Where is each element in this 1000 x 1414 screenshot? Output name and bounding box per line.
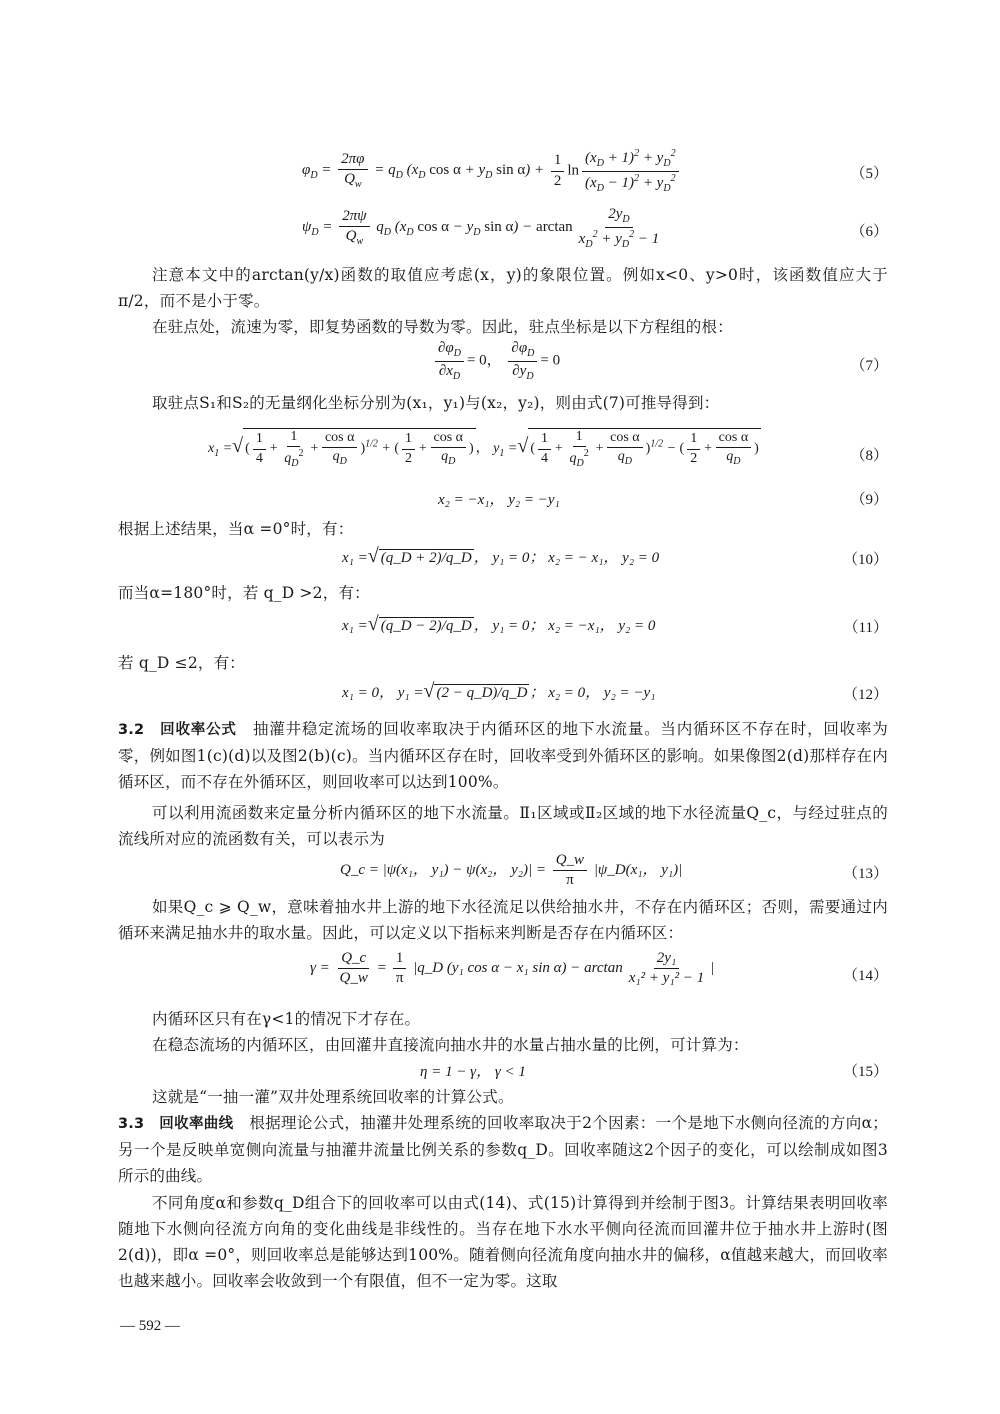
equation-7-number: （7） [850, 358, 888, 374]
paragraph-gamma-criterion: 如果Q_c ⩾ Q_w，意味着抽水井上游的地下水径流足以供给抽水井，不存在内循环区；否则，需要通过内循环来满足抽水井的取水量。因此，可以定义以下指标来判断是否存在内循环区： [118, 898, 888, 942]
paragraph-qd-le-2: 若 q_D ≤2，有： [118, 654, 246, 672]
paragraph-arctan-note: 注意本文中的arctan(y/x)函数的取值应考虑(x，y)的象限位置。例如x<0、y>0时，该函数值应大于π/2，而不是小于零。 [118, 266, 888, 310]
equation-14-number: （14） [842, 968, 888, 984]
equation-7-body: $\frac{\partial\varphi_D}{\partial x_D}$ = 0， $\frac{\partial\varphi_D}{\partial y_D}$ = 0 [432, 340, 560, 382]
equation-13 [120, 852, 888, 892]
equation-15 [120, 1060, 888, 1084]
equation-14 [120, 950, 888, 1000]
section-3-3 [118, 1110, 888, 1189]
equation-6 [120, 206, 888, 256]
equation-10 [120, 545, 888, 571]
equation-15-body: η = 1 − γ， γ < 1 [420, 1064, 526, 1080]
equation-11-body: x₁ =√ (q_D − 2)/q_D ， y₁ = 0； x₂ = −x₁， y₂ = 0 [342, 613, 656, 635]
equation-10-body: x₁ =√ (q_D + 2)/q_D ， y₁ = 0； x₂ = − x₁， y₂ = 0 [342, 545, 660, 567]
equation-12-body: x₁ = 0， y₁ =√ (2 − q_D)/q_D ； x₂ = 0， y₂ = −y₁ [342, 680, 656, 702]
equation-13-body: Q_c = |ψ(x₁， y₁) − ψ(x₂， y₂)| = $\frac{Q\_w}{\pi}$ |ψ_D(x₁， y₁)| [340, 852, 683, 889]
equation-5-body: $\varphi_D$ = $\frac{2\pi\varphi}{Q_w}$ = $q_D$ ($x_D$ $\cos \alpha + y_D$ sin α) + $\frac{1}{2}$ ln $\frac{(x_D + 1)^2 + y_D^2}{(x_D - 1)^2 + y_D^2}$ [302, 148, 682, 194]
equation-8-body: $x_1$ =√ ( $\frac{1}{4}$ + $\frac{1}{q_D^2}$ + $\frac{\text{cos α}}{q_D}$ )$^{1/2}$ + ( $\frac{1}{2}$ + $\frac{\text{cos α}}{q_D}$ ) ， $y_1$ =√ ( $\frac{1}{4}$ + $\frac{1}{q_D^2}$ + $\frac{\text{cos α}}{q_D}$ )$^{1/2}$ − ( $\frac{1}{2}$ + $\frac{\text{cos α}}{q_D}$ ) [208, 429, 759, 469]
paragraph-recovery-results: 不同角度α和参数q_D组合下的回收率可以由式(14)、式(15)计算得到并绘制于图3。计算结果表明回收率随地下水侧向径流方向角的变化曲线是非线性的。当存在地下水水平侧向径流而回灌井位于抽水井上游时(图2(d))，即α =0°，则回收率总是能够达到100%。随着侧向径流角度向抽水井的偏移，α值越来越大，而回收率也越来越小。回收率会收敛到一个有限值，但不一定为零。这取 [118, 1194, 888, 1290]
paragraph-alpha-180: 而当α=180°时，若 q_D >2，有： [118, 584, 370, 602]
equation-5 [120, 148, 888, 198]
equation-8-number: （8） [850, 448, 888, 464]
equation-14-body: γ = $\frac{Q\_c}{Q\_w}$ = $\frac{1}{\pi}$ |q_D (y₁ cos α − x₁ sin α) − arctan $\frac{\text{2y₁}}{\text{x₁² + y₁² − 1}}$ | [310, 950, 715, 987]
equation-12 [120, 680, 888, 706]
equation-9-number: （9） [850, 492, 888, 508]
equation-7 [120, 340, 888, 388]
equation-9 [120, 488, 888, 512]
equation-11 [120, 613, 888, 639]
equation-9-body: x₂ = −x₁， y₂ = −y₁ [438, 492, 560, 508]
paragraph-stagnation-coords: 取驻点S₁和S₂的无量纲化坐标分别为(x₁，y₁)与(x₂，y₂)，则由式(7)可推导得到： [152, 394, 720, 412]
section-3-2-body: 抽灌井稳定流场的回收率取决于内循环区的地下水流量。当内循环区不存在时，回收率为零，例如图1(c)(d)以及图2(b)(c)。当内循环区存在时，回收率受到外循环区的影响。如果像图2(d)那样存在内循环区，而不存在外循环区，则回收率可以达到100%。 [118, 720, 888, 791]
equation-12-number: （12） [842, 687, 888, 703]
equation-8 [120, 422, 888, 484]
section-3-3-heading: 3.3 回收率曲线 [118, 1116, 234, 1132]
paragraph-stream-function: 可以利用流函数来定量分析内循环区的地下水流量。Ⅱ₁区域或Ⅱ₂区域的地下水径流量Q_c，与经过驻点的流线所对应的流函数有关，可以表示为 [118, 804, 888, 848]
paragraph-stagnation: 在驻点处，流速为零，即复势函数的导数为零。因此，驻点坐标是以下方程组的根： [152, 318, 733, 336]
equation-10-number: （10） [842, 552, 888, 568]
equation-6-number: （6） [850, 224, 888, 240]
paragraph-steady-state: 在稳态流场的内循环区，由回灌井直接流向抽水井的水量占抽水量的比例，可计算为： [152, 1036, 749, 1054]
equation-11-number: （11） [843, 620, 888, 636]
equation-5-number: （5） [850, 166, 888, 182]
paragraph-gamma-lt-1: 内循环区只有在γ<1的情况下才存在。 [152, 1010, 421, 1028]
section-3-2 [118, 716, 888, 795]
page-number: — 592 — [120, 1318, 180, 1334]
equation-15-number: （15） [842, 1064, 888, 1080]
section-3-3-body: 根据理论公式，抽灌井处理系统的回收率取决于2个因素：一个是地下水侧向径流的方向α；另一个是反映单宽侧向流量与抽灌井流量比例关系的参数q_D。回收率随这2个因子的变化，可以绘制成如图3所示的曲线。 [118, 1114, 888, 1185]
paragraph-alpha-zero: 根据上述结果，当α =0°时，有： [118, 520, 354, 538]
equation-13-number: （13） [842, 866, 888, 882]
paragraph-recovery-formula: 这就是“一抽一灌”双井处理系统回收率的计算公式。 [152, 1088, 514, 1106]
equation-6-body: $\psi_D$ = $\frac{2\pi\psi}{Q_w}$ $q_D$ ($x_D$ $\cos \alpha - y_D$ sin α) − arctan $\frac{2y_D}{x_D^2 + y_D^2 - 1}$ [302, 206, 660, 250]
section-3-2-heading: 3.2 回收率公式 [118, 722, 237, 738]
